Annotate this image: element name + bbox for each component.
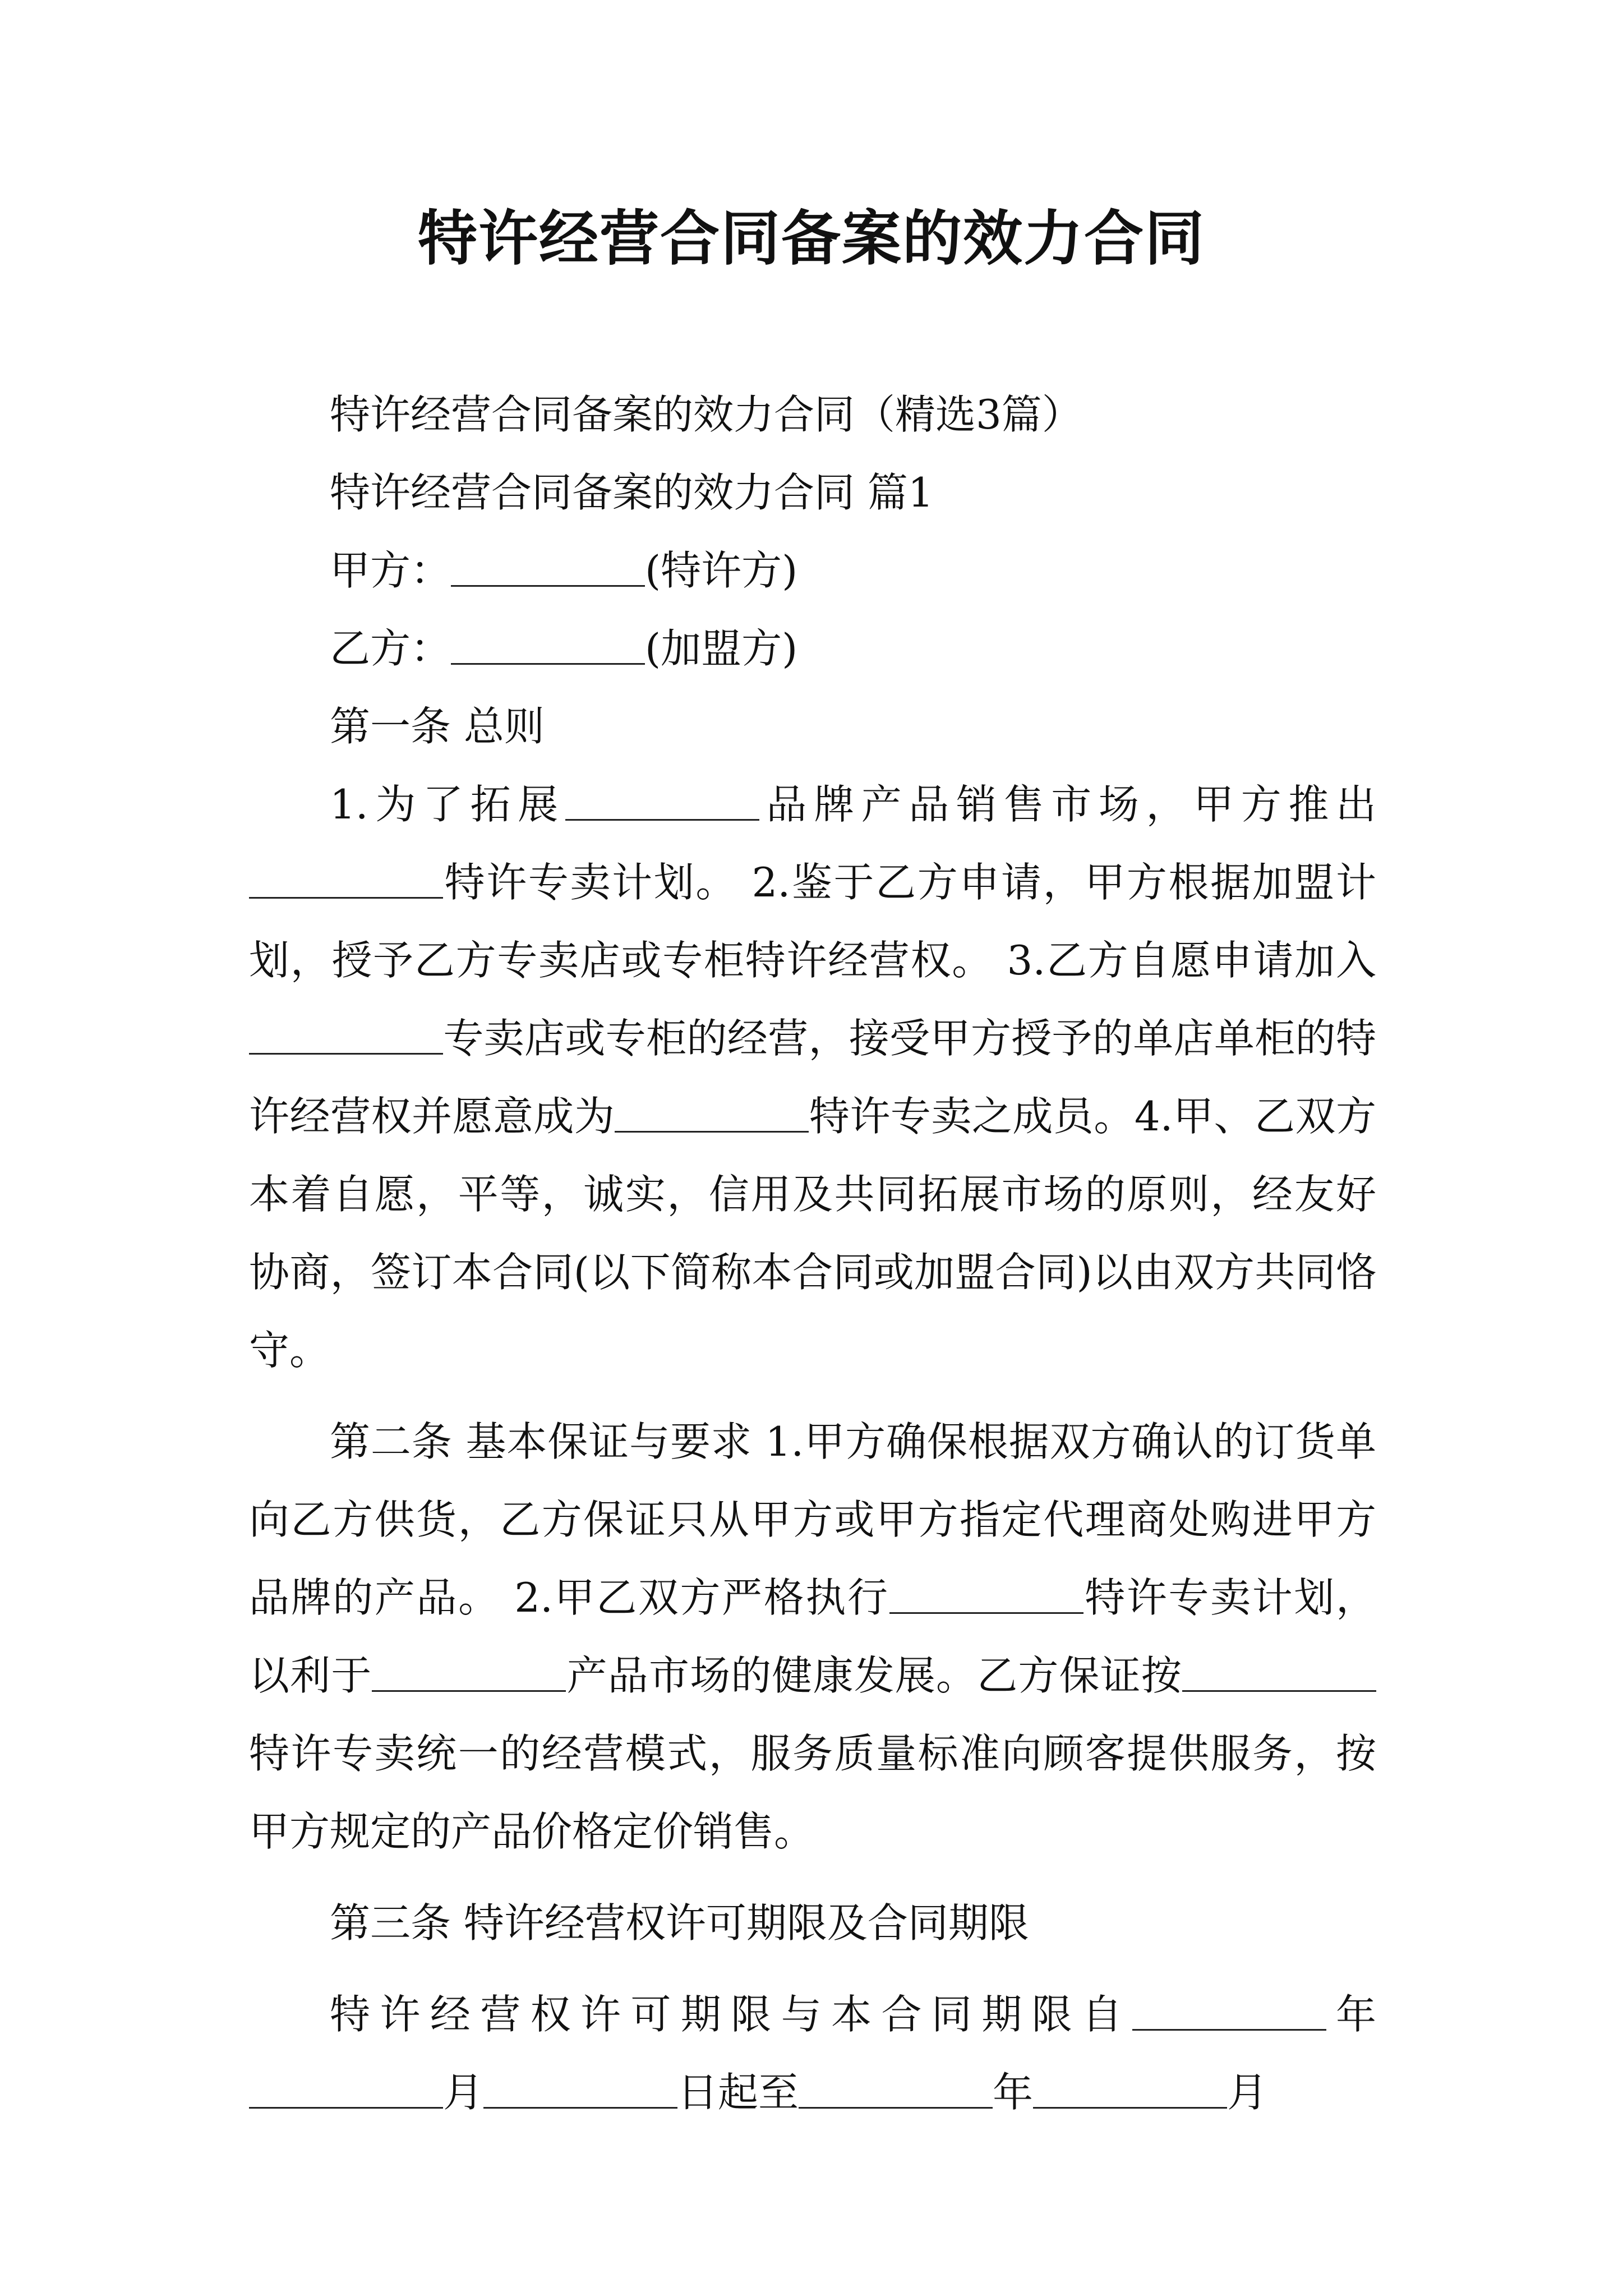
text-segment: 特许专卖统一的经营模式，服务质量标准向顾客提供服务，按甲方规定的产品价格定价销售。 <box>249 1730 1376 1855</box>
text-segment: 特许经营权许可期限与本合同期限自 <box>330 1991 1132 2038</box>
document-body <box>249 376 1376 2132</box>
text-segment: 月 <box>1227 2069 1268 2116</box>
text-segment: 专卖店或专柜的经营，接受甲方授予的单店单柜的特许经营权并愿意成为 <box>249 1015 1376 1140</box>
fill-in-blank <box>615 1094 809 1133</box>
paragraph-p3 <box>249 610 1376 688</box>
fill-in-blank <box>889 1576 1083 1614</box>
text-segment: 1.为了拓展 <box>330 781 565 828</box>
text-segment: 第二条 基本保证与要求 1.甲方确保根据双方确认的订货单向乙方供货，乙方保证只从甲方或甲方指定代理商处购进甲方品牌的产品。 2.甲乙双方严格执行 <box>249 1418 1376 1621</box>
text-segment: 特许专卖计划。 2.鉴于乙方申请，甲方根据加盟计划，授予乙方专卖店或专柜特许经营权。 3.乙方自愿申请加入 <box>249 859 1376 984</box>
text-segment: 日起至 <box>677 2069 799 2116</box>
fill-in-blank <box>565 783 759 821</box>
text-segment: 特许专卖计划，以利于 <box>249 1574 1376 1699</box>
fill-in-blank <box>249 1016 443 1055</box>
paragraph-p2 <box>249 532 1376 610</box>
text-segment: 乙方： <box>330 625 451 672</box>
paragraph-p6 <box>249 1403 1376 1871</box>
fill-in-blank <box>799 2070 993 2109</box>
fill-in-blank <box>1132 1993 1326 2031</box>
fill-in-blank <box>249 2070 443 2109</box>
paragraph-p1: 特许经营合同备案的效力合同 篇1 <box>330 469 934 516</box>
text-segment: 产品市场的健康发展。乙方保证按 <box>566 1652 1182 1699</box>
fill-in-blank <box>372 1654 566 1692</box>
paragraph-p7: 第三条 特许经营权许可期限及合同期限 <box>330 1899 1029 1947</box>
text-segment: 品牌产品销售市场，甲方推出 <box>759 781 1376 828</box>
paragraph-p0: 特许经营合同备案的效力合同（精选3篇） <box>330 391 1082 438</box>
text-segment: 特许专卖之成员。4.甲、乙双方本着自愿，平等，诚实，信用及共同拓展市场的原则，经友好协商，签订本合同(以下简称本合同或加盟合同)以由双方共同恪守。 <box>249 1093 1376 1374</box>
text-segment: 年 <box>993 2069 1034 2116</box>
fill-in-blank <box>451 627 645 665</box>
fill-in-blank <box>483 2070 677 2109</box>
text-segment: 年 <box>1326 1991 1376 2038</box>
text-segment: (加盟方) <box>645 625 798 672</box>
fill-in-blank <box>1182 1654 1376 1692</box>
paragraph-p5 <box>249 766 1376 1389</box>
text-segment: 甲方： <box>330 547 451 594</box>
paragraph-p8 <box>249 1976 1376 2132</box>
paragraph-p4: 第一条 总则 <box>330 703 545 750</box>
text-segment: (特许方) <box>645 547 798 594</box>
fill-in-blank <box>1033 2070 1227 2109</box>
text-segment: 月 <box>443 2069 484 2116</box>
document-title: 特许经营合同备案的效力合同 <box>418 203 1205 273</box>
fill-in-blank <box>249 861 443 899</box>
fill-in-blank <box>451 549 645 587</box>
